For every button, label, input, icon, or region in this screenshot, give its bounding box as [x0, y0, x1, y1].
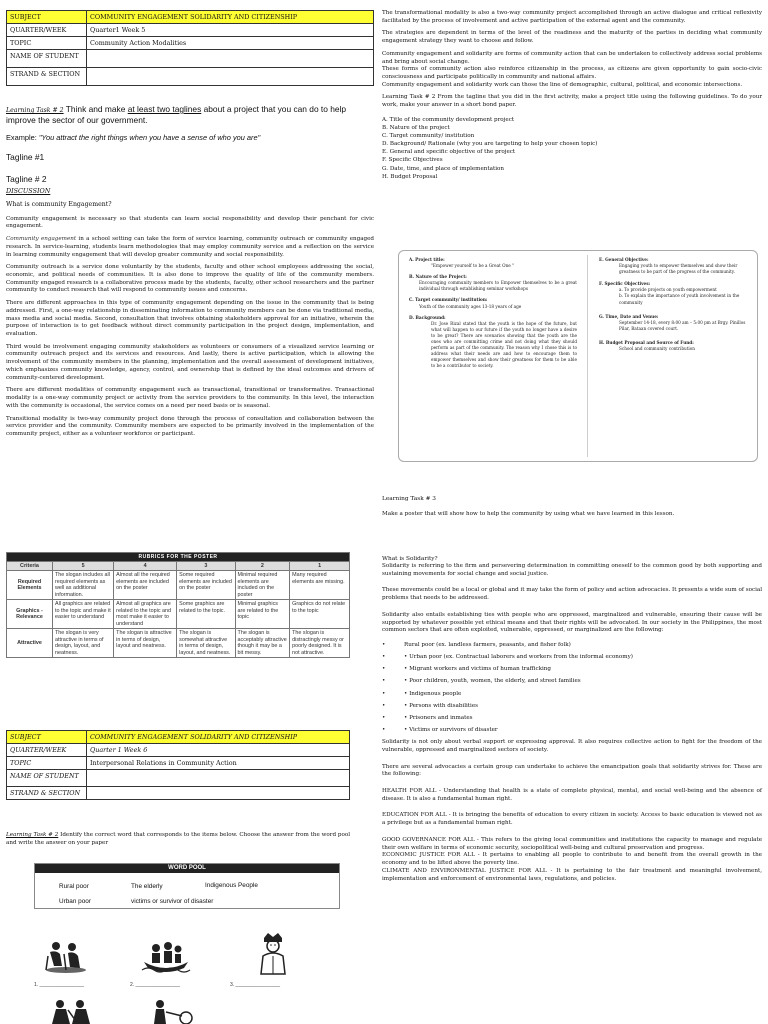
strand-section-field-2[interactable] [87, 787, 350, 800]
header-value: Quarter 1 Week 6 [87, 744, 350, 757]
header-key: NAME OF STUDENT [7, 770, 87, 787]
sample-h-label: H. Budget Proposal and Source of Fund: [599, 339, 694, 345]
header-value: Quarter1 Week 5 [87, 24, 374, 37]
rubric-row [7, 571, 350, 600]
rubric-title: RUBRICS FOR THE POSTER [7, 553, 350, 562]
header-value: Community Action Modalities [87, 37, 374, 50]
rubric-cell: All graphics are related to the topic and make it easier to understand [53, 600, 114, 629]
sector-item: • • Migrant workers and victims of human trafficking [382, 666, 551, 673]
task2-instructions [6, 104, 374, 127]
sample-c-label: C. Target community/ institution: [409, 297, 488, 303]
solidarity-section [382, 556, 762, 888]
advocacy-climate: CLIMATE AND ENVIRONMENTAL JUSTICE FOR ALL - It is pertaining to the fair treatment and meaningful involvement, implementation and enforcement of environmental laws, regulations, and policies. [382, 867, 762, 882]
sample-d-label: D. Background: [409, 314, 446, 320]
header-key: QUARTER/WEEK [7, 744, 87, 757]
rubric-criterion: Graphics - Relevance [7, 600, 53, 629]
task2-emphasis: at least two taglines [127, 104, 202, 114]
sample-g-label: G. Time, Date and Venue: [599, 313, 659, 319]
indigenous-person-icon [256, 932, 290, 976]
task2-text-end: about a project that you can do to help improve the sector of our government. [6, 104, 347, 126]
solidarity-question: What is Solidarity? [382, 556, 438, 562]
rubric-cell: Minimal required elements are included on the poster [235, 571, 290, 600]
solidarity-p1: Solidarity is referring to the firm and persevering determination in committing oneself to the common good by both supporting and sustaining movements for social change and social justice. [382, 563, 762, 577]
rubric-header: 2 [235, 562, 290, 571]
rubric-cell: The slogan is distractingly messy or poorly designed. It is not attractive. [290, 629, 350, 658]
elderly-couple-icon [42, 936, 90, 976]
wordpool-task [6, 832, 350, 847]
answer-blank-2[interactable]: 2. ________________ [130, 982, 181, 988]
tagline-1: Tagline #1 [6, 151, 45, 162]
guideline-item: C. Target community/ institution [382, 133, 475, 140]
header-table-week6 [6, 730, 350, 800]
discussion-p6: There are different modalities of community engagement such as transactional, transitional or transformative. Transactional modality is a one-way community project or activity from the service providers to the community. In this level, the interaction with the community is occasional, the service comes on a need per need basis or is seasonal. [6, 387, 374, 409]
rubric-header: Criteria [7, 562, 53, 571]
discussion-p2 [6, 236, 374, 259]
header-key: SUBJECT [7, 11, 87, 24]
guideline-item: E. General and specific objective of the project [382, 149, 516, 156]
intersections-paragraph: Community engagement and solidarity work can those the line of demographic, cultural, political, and economic intersections. [382, 81, 743, 88]
advocacy-governance: GOOD GOVERNANCE FOR ALL - This refers to the giving local communities and institutions the capacity to manage and regulate their own welfare in terms of economic security, sociopolitical well-being and cultural preservation and progress. [382, 836, 762, 851]
header-key: TOPIC [7, 37, 87, 50]
word-pool-item: The elderly [131, 883, 163, 890]
word-pool-title: WORD POOL [35, 864, 339, 873]
student-name-field-2[interactable] [87, 770, 350, 787]
sample-d-value: Dr. Jose Rizal stated that the youth is the hope of the future, but what will happen to our future if the youth no longer have a desire to be great? There are scenarios showing that the youth are the ones who are committing crime and not doing what they should perform as part of the community. The reason why I chose this is to address what their needs are and how to encourage them to empower themselves and show their greatness for them to be able to be a contributor to society. [431, 320, 577, 369]
citizenship-paragraph: These forms of community action also reinforce citizenship in the process, as citizens are given opportunity to gain socio-civic consciousness and participate politically in community and national affairs. [382, 66, 762, 81]
header-value: COMMUNITY ENGAGEMENT SOLIDARITY AND CITIZENSHIP [87, 11, 374, 24]
solidarity-p3: Solidarity also entails establishing ties with people who are oppressed, marginalized and vulnerable, ensuring their cause will be supported by whatever possible yet ethical means and that their rights will be advocated. In our society in the Philippines, the most common sectors that are often exploited, vulnerable, oppressed, or marginalized are the following: [382, 611, 762, 634]
task-project-instructions: Learning Task # 2 From the tagline that you did in the first activity, make a project title using the following guidelines. To do your work, make your answer in a short bond paper. [382, 94, 762, 109]
rubric-cell: The slogan is very attractive in terms of design, layout, and neatness. [53, 629, 114, 658]
p2-lead: Community engagement [6, 236, 77, 243]
task3-text: Make a poster that will show how to help the community by using what we have learned in this lesson. [382, 511, 675, 517]
student-name-field[interactable] [87, 50, 374, 68]
header-key: STRAND & SECTION [7, 787, 87, 800]
header-key: STRAND & SECTION [7, 68, 87, 86]
sector-item: • • Persons with disabilities [382, 702, 479, 709]
tagline-2: Tagline # 2 [6, 173, 47, 184]
strand-section-field[interactable] [87, 68, 374, 86]
rubric-criterion: Required Elements [7, 571, 53, 600]
header-key: SUBJECT [7, 731, 87, 744]
sample-a-value: "Empower yourself to be a Great One " [431, 263, 515, 269]
task2-text: Think and make [63, 104, 128, 114]
project-guidelines-list [382, 116, 762, 181]
sample-g-value: September 14-18, every 8:00 am – 5:00 pm at Brgy. Pinillos Pilar, Bataan covered court. [619, 319, 746, 331]
rubric-cell: The slogan is acceptably attractive though it may be a bit messy. [235, 629, 290, 658]
header-key: TOPIC [7, 757, 87, 770]
discussion-p7: Transitional modality is two-way community project done through the process of consultation and collaboration between the service provider and the community. Community members are expected to be primarily involved in the implementation of the community project, either as a volunteer workforce or participant. [6, 415, 374, 437]
sector-item: • • Indigenous people [382, 690, 462, 697]
advocacy-education: EDUCATION FOR ALL - It is bringing the benefits of education to every citizen in society. Access to basic education is viewed not as a privilege but as a fundamental human right. [382, 812, 762, 827]
right-column [382, 10, 762, 181]
sector-text: • Migrant workers and victims of human trafficking [404, 666, 551, 673]
rubric-header: 3 [177, 562, 235, 571]
rubric-cell: The slogan includes all required elements as well as additional information. [53, 571, 114, 600]
tagline-example [6, 133, 374, 142]
discussion-p3: Community outreach is a service done voluntarily by the students, faculty and other school employees addressing the social, economic, and political needs of communities. It is also done to improve the quality of life of the community members. Community engaged research is a collaborative process made by the students, faculty, other school researchers and the partner community to conduct research that will respond to community issues and concerns. [6, 264, 374, 294]
sector-item: • Rural poor (ex. landless farmers, peasants, and fisher folk) [382, 642, 571, 649]
rubric-cell: Some graphics are related to the topic. [177, 600, 235, 629]
rubric-cell: Almost all graphics are related to the topic and most make it easier to understand [114, 600, 177, 629]
sample-project-card [398, 250, 758, 462]
word-pool-item: Indigenous People [205, 882, 258, 889]
rubric-row [7, 600, 350, 629]
sector-text: • Urban poor (ex. Contractual laborers and workers from the informal economy) [404, 654, 633, 661]
advocacy-health: HEALTH FOR ALL - Understanding that health is a state of complete physical, mental, and social well-being and the absence of disease. It is also a fundamental human right. [382, 788, 762, 802]
solidarity-p4: Solidarity is not only about verbal support or expressing approval. It also requires collective action to fight for the freedom of the vulnerable, oppressed and marginalized sectors of society. [382, 739, 762, 753]
left-column [6, 10, 374, 444]
sample-h-value: School and community contribution [619, 346, 695, 352]
word-pool-item: Urban poor [59, 898, 91, 905]
rubric-header: 1 [290, 562, 350, 571]
sector-text: • Persons with disabilities [404, 702, 479, 709]
rubric-row [7, 629, 350, 658]
sector-item: • • Poor children, youth, women, the elderly, and street families [382, 678, 581, 685]
task3-block [382, 496, 762, 524]
answer-blank-3[interactable]: 3. ________________ [230, 982, 281, 988]
sector-item: • • Prisoners and inmates [382, 714, 473, 721]
header-value: COMMUNITY ENGAGEMENT SOLIDARITY AND CITIZENSHIP [87, 731, 350, 744]
card-divider [587, 255, 588, 457]
guideline-item: A. Title of the community development project [382, 116, 515, 123]
sample-f-value-2: b. To explain the importance of youth involvement in the community [619, 293, 740, 305]
wordpool-task-text: Identify the correct word that corresponds to the items below. Choose the answer from the word pool and write the answer on your paper [6, 832, 350, 846]
sample-a-label: A. Project title: [409, 257, 445, 262]
guideline-item: D. Background/ Rationale (why you are targeting to help your chosen topic) [382, 141, 598, 148]
example-label: Example: [6, 132, 39, 142]
rubric-table [6, 552, 350, 658]
header-key: NAME OF STUDENT [7, 50, 87, 68]
guideline-item: G. Date, time, and place of implementation [382, 165, 504, 172]
rubric-cell: Some required elements are included on the poster [177, 571, 235, 600]
word-pool-box [34, 863, 340, 909]
wordpool-task-label: Learning Task # 2 [6, 832, 59, 838]
sample-b-label: B. Nature of the Project: [409, 274, 467, 280]
word-pool-item: victims or survivor of disaster [131, 898, 214, 905]
sector-text: Rural poor (ex. landless farmers, peasants, and fisher folk) [404, 642, 571, 649]
rubric-criterion: Attractive [7, 629, 53, 658]
farmers-icon [50, 998, 96, 1024]
word-pool-item: Rural poor [59, 883, 89, 890]
discussion-question: What is community Engagement? [6, 200, 112, 208]
solidarity-forms-paragraph: Community engagement and solidarity are forms of community action that can be undertaken to collectively address social problems and bring about social change. [382, 50, 762, 65]
rubric-header: 5 [53, 562, 114, 571]
header-key: QUARTER/WEEK [7, 24, 87, 37]
sector-text: • Victims or survivors of disaster [404, 727, 498, 734]
disaster-victims-boat-icon [140, 934, 192, 976]
rubric-cell: Minimal graphics are related to the topic [235, 600, 290, 629]
guideline-item: F. Specific Objectives [382, 157, 443, 164]
discussion-p1: Community engagement is necessary so that students can learn social responsibility and develop their penchant for civic engagement. [6, 215, 374, 230]
discussion-p5: Third would be involvement engaging community stakeholders as volunteers or consumers of a visualized service learning or community outreach project and its services and resources. And lastly, there is active participation, which is allowing the involvement of the community members in the planning, implementation and the overall assessment of development initiatives, which emphasizes community knowledge, agency, control, and ownership that is defined by the ideal outcomes and drivers of community-centered development. [6, 343, 374, 381]
sectors-list [382, 642, 762, 735]
rubric-cell: Graphics do not relate to the topic [290, 600, 350, 629]
task3-label: Learning Task # 3 [382, 496, 436, 502]
answer-blank-1[interactable]: 1. ________________ [34, 982, 85, 988]
p2-text: in a school setting can take the form of service learning, community outreach or community engaged research. In service-learning, students learn methodologies that may employ community service and a reflection on the service in learning community engagement that will develop greater community and social responsibility. [6, 236, 375, 258]
sample-c-value: Youth of the community ages 13-18 years of age [419, 303, 522, 309]
sector-item: • • Urban poor (ex. Contractual laborers and workers from the informal economy) [382, 654, 633, 661]
sample-e-value: Engaging youth to empower themselves and show their greatness to be part of the progress of the community. [619, 263, 738, 275]
sample-f-value-1: a. To provide projects on youth empowerment [619, 287, 717, 293]
sample-b-value: Encouraging community members to Empower themselves to be a great individual through establishing seminar workshops [419, 280, 577, 292]
sector-text: • Poor children, youth, women, the elderly, and street families [404, 678, 581, 685]
rubric-cell: Many required elements are missing. [290, 571, 350, 600]
guideline-item: B. Nature of the project [382, 125, 450, 132]
rubric-cell: Almost all the required elements are included on the poster [114, 571, 177, 600]
sample-e-label: E. General Objective: [599, 257, 649, 262]
sample-f-label: F. Specific Objectives: [599, 281, 651, 287]
transformational-paragraph: The transformational modality is also a two-way community project accomplished through an active dialogue and critical reflexivity facilitated by the process of involvement and active participation of the external agent and the community. [382, 10, 762, 24]
guideline-item: H. Budget Proposal [382, 173, 438, 180]
sector-text: • Indigenous people [404, 690, 462, 697]
rubric-cell: The slogan is attractive in terms of design, layout and neatness. [114, 629, 177, 658]
task2-label: Learning Task # 2 [6, 107, 64, 114]
urban-worker-icon [146, 998, 202, 1024]
discussion-p4: There are different approaches in this type of community engagement depending on the issue in the community that is being addressed. First, a one-way relationship in disseminating information to community members can be done via traditional media, mass media and social media. Second, consultation that involves obtaining stakeholders approval for an initiative, wherein the purpose of interaction is to get feedback without direct community participation in the project design, implementation, and evaluation. [6, 300, 374, 338]
sector-item: • • Victims or survivors of disaster [382, 727, 498, 734]
solidarity-p2: These movements could be a local or global and it may take the form of policy and action advocacies. It presents a wide sum of social problems that needs to be addressed. [382, 587, 762, 602]
example-text: "You attract the right things when you have a sense of who you are" [38, 132, 261, 142]
rubric-header: 4 [114, 562, 177, 571]
solidarity-p5: There are several advocacies a certain group can undertake to achieve the emancipation goals that solidarity strives for. These are the following: [382, 763, 762, 778]
strategies-paragraph: The strategies are dependent in terms of the level of the readiness and the maturity of the parties in deciding what community engagement strategy they want to choose and follow. [382, 30, 762, 45]
header-table-week5 [6, 10, 374, 86]
advocacy-economic: ECONOMIC JUSTICE FOR ALL - It pertains to enabling all people to contribute to and benefit from the overall growth in the economy and to be lifted above the poverty line. [382, 852, 762, 867]
header-value: Interpersonal Relations in Community Action [87, 757, 350, 770]
sector-text: • Prisoners and inmates [404, 714, 473, 721]
discussion-heading: DISCUSSION [6, 186, 51, 195]
rubric-cell: The slogan is somewhat attractive in terms of design, layout, and neatness. [177, 629, 235, 658]
